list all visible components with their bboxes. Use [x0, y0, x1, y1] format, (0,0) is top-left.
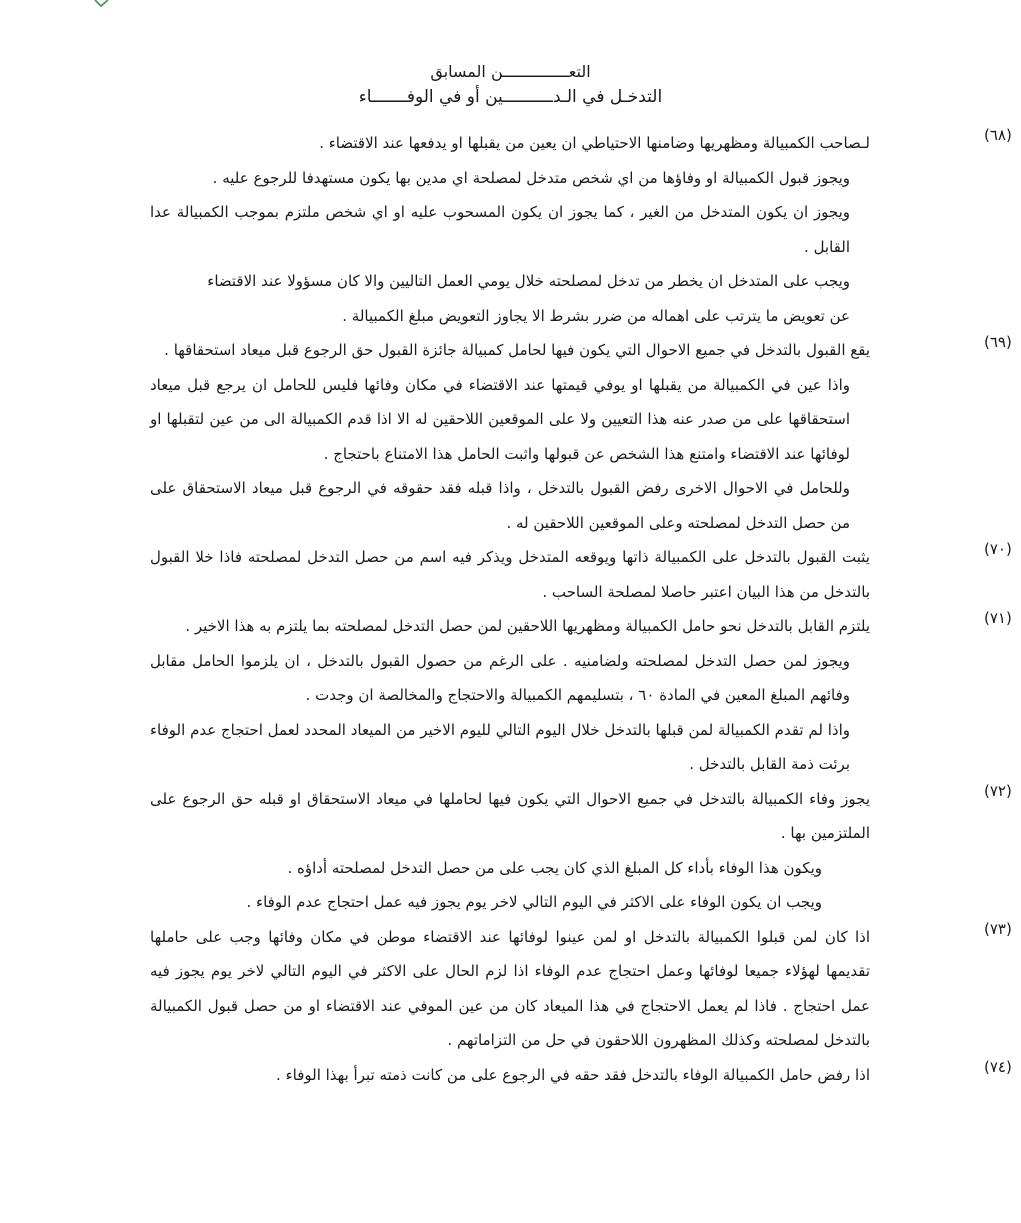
article-70: [150, 540, 1012, 609]
document-header: [0, 62, 1021, 107]
article-paragraph: ويجوز ان يكون المتدخل من الغير ، كما يجوز ان يكون المسحوب عليه او اي شخص ملتزم بموجب الكمبيالة عدا القابل .: [150, 203, 850, 256]
article-number: (٧٤): [984, 1057, 1012, 1076]
article-paragraph: ويجوز قبول الكمبيالة او وفاؤها من اي شخص متدخل لمصلحة اي مدين بها يكون مستهدفا للرجوع عليه .: [212, 168, 850, 187]
article-paragraph: واذا عين في الكمبيالة من يقبلها او يوفي قيمتها عند الاقتضاء في مكان وفائها فليس للحامل ان يرجع قبل ميعاد استحقاقها على من صدر عنه هذا التعيين ولا على الموقعين اللاحقين له الا اذا قدم الكمبيالة الى من عين لتقبلها او لوفائها عند الاقتضاء وامتنع هذا الشخص عن قبولها واثبت الحامل هذا الامتناع باحتجاج .: [150, 375, 850, 463]
article-number: (٧٣): [984, 919, 1012, 938]
article-68: [150, 126, 1012, 333]
corner-mark-icon: [94, 0, 110, 8]
article-paragraph: يثبت القبول بالتدخل على الكمبيالة ذاتها ويوقعه المتدخل ويذكر فيه اسم من حصل التدخل لمصلحته فاذا خلا القبول بالتدخل من هذا البيان اعتبر حاصلا لمصلحة الساحب .: [150, 548, 870, 601]
article-paragraph: ويجب على المتدخل ان يخطر من تدخل لمصلحته خلال يومي العمل التاليين والا كان مسؤولا عند الاقتضاء: [207, 272, 850, 290]
article-paragraph: ويجب ان يكون الوفاء على الاكثر في اليوم التالي لاخر يوم يجوز فيه عمل احتجاج عدم الوفاء .: [246, 893, 822, 911]
article-paragraph: اذا رفض حامل الكمبيالة الوفاء بالتدخل فقد حقه في الرجوع على من كانت ذمته تبرأ بهذا الوفاء .: [276, 1065, 870, 1084]
article-73: [150, 919, 1012, 1058]
article-paragraph: وللحامل في الاحوال الاخرى رفض القبول بالتدخل ، واذا قبله فقد حقوقه في الرجوع قبل ميعاد الاستحقاق على من حصل التدخل لمصلحته وعلى الموقعين اللاحقين له .: [150, 479, 850, 532]
article-paragraph: لـصاحب الكمبيالة ومظهريها وضامنها الاحتياطي ان يعين من يقبلها او يدفعها عند الاقتضاء .: [319, 134, 870, 152]
article-paragraph: يجوز وفاء الكمبيالة بالتدخل في جميع الاحوال التي يكون فيها لحاملها في ميعاد الاستحقاق او قبله حق الرجوع على الملتزمين بها .: [150, 789, 870, 842]
article-74: [150, 1057, 1012, 1093]
article-71: [150, 609, 1012, 782]
article-paragraph: يلتزم القابل بالتدخل نحو حامل الكمبيالة ومظهريها اللاحقين لمن حصل التدخل لمصلحته بما يلتزم به هذا الاخير .: [185, 617, 870, 635]
article-69: [150, 333, 1012, 540]
article-paragraph: ويكون هذا الوفاء بأداء كل المبلغ الذي كان يجب على من حصل التدخل لمصلحته أداؤه .: [287, 858, 822, 877]
article-number: (٧٢): [984, 781, 1012, 800]
article-number: (٦٨): [984, 126, 1012, 144]
article-paragraph: اذا كان لمن قبلوا الكمبيالة بالتدخل او لمن عينوا لوفائها عند الاقتضاء موطن في مكان وفائها وجب على حاملها تقديمها لهؤلاء جميعا لوفائها وعمل احتجاج عدم الوفاء اذا لزم الحال على الاكثر في اليوم التالي لاخر يوم يجوز فيه عمل احتجاج . فاذا لم يعمل الاحتجاج في هذا الميعاد كان من عين الموفي عند الاقتضاء او من حصل قبول الكمبيالة بالتدخل لمصلحته وكذلك المظهرون اللاحقون في حل من التزاماتهم .: [150, 927, 870, 1049]
header-subtitle: التدخـل في الـدــــــــــين أو في الوفـــــــاء: [358, 87, 663, 107]
document-body: [150, 126, 1012, 1092]
article-paragraph: ويجوز لمن حصل التدخل لمصلحته ولضامنيه . على الرغم من حصول القبول بالتدخل ، ان يلزموا الحامل مقابل وفائهم المبلغ المعين في المادة ٦٠ ، بتسليمهم الكمبيالة والاحتجاج والمخالصة ان وجدت .: [150, 651, 850, 704]
header-title: التعــــــــــــــن المسابق: [430, 62, 591, 81]
article-number: (٧١): [984, 609, 1012, 627]
article-paragraph: عن تعويض ما يترتب على اهماله من ضرر بشرط الا يجاوز التعويض مبلغ الكمبيالة .: [342, 306, 850, 325]
article-paragraph: يقع القبول بالتدخل في جميع الاحوال التي يكون فيها لحامل كمبيالة جائزة القبول حق الرجوع قبل ميعاد استحقاقها .: [164, 341, 870, 359]
article-72: [150, 781, 1012, 920]
article-paragraph: واذا لم تقدم الكمبيالة لمن قبلها بالتدخل خلال اليوم التالي لليوم الاخير من الميعاد المحدد لعمل احتجاج عدم الوفاء برئت ذمة القابل بالتدخل .: [150, 720, 850, 773]
article-number: (٧٠): [984, 540, 1012, 558]
article-number: (٦٩): [984, 333, 1012, 351]
